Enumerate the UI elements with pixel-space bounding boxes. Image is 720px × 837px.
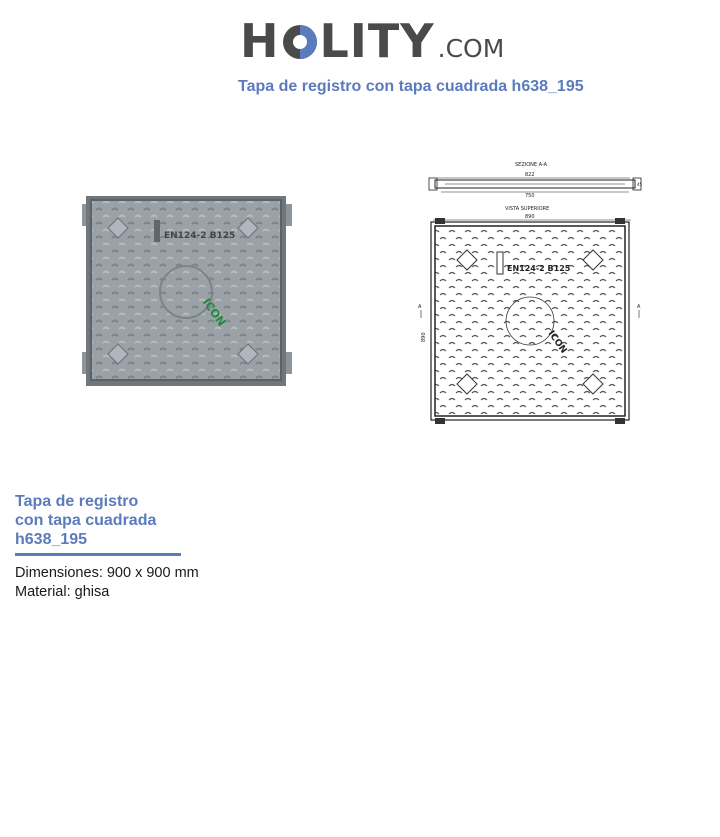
drawing-marking-text: EN124-2 B125 [507, 264, 571, 273]
product-title-line: con tapa cuadrada [15, 512, 157, 529]
dim-bottom: 750 [525, 193, 535, 199]
drawing-brand-text: ICON [545, 329, 569, 356]
spec-dimensions: Dimensiones: 900 x 900 mm [15, 565, 199, 581]
dim-height: 45 [637, 182, 643, 187]
photo-marking-text: EN124-2 B125 [164, 231, 236, 241]
dim-side: 890 [421, 332, 427, 342]
technical-drawing [415, 158, 645, 426]
dim-top: 822 [525, 172, 535, 178]
product-title [15, 492, 156, 549]
logo-suffix: .COM [437, 34, 505, 63]
section-marker-right: A [637, 304, 641, 310]
product-title-line: Tapa de registro [15, 493, 139, 510]
title-divider [15, 553, 181, 556]
section-marker-left: A [418, 304, 422, 310]
logo-o-icon [281, 23, 319, 61]
top-view-label: VISTA SUPERIORE [505, 206, 550, 212]
dim-width: 890 [525, 214, 535, 220]
logo-letter-h: H [240, 14, 280, 68]
page-title: Tapa de registro con tapa cuadrada h638_195 [238, 78, 584, 95]
manhole-cover-photo [78, 192, 298, 392]
logo-letters: LITY [319, 14, 435, 68]
section-label: SEZIONE A-A [515, 162, 548, 168]
spec-material: Material: ghisa [15, 584, 110, 600]
photo-brand-text: ICON [199, 296, 229, 329]
product-title-line: h638_195 [15, 531, 88, 548]
holity-logo[interactable] [240, 12, 505, 70]
